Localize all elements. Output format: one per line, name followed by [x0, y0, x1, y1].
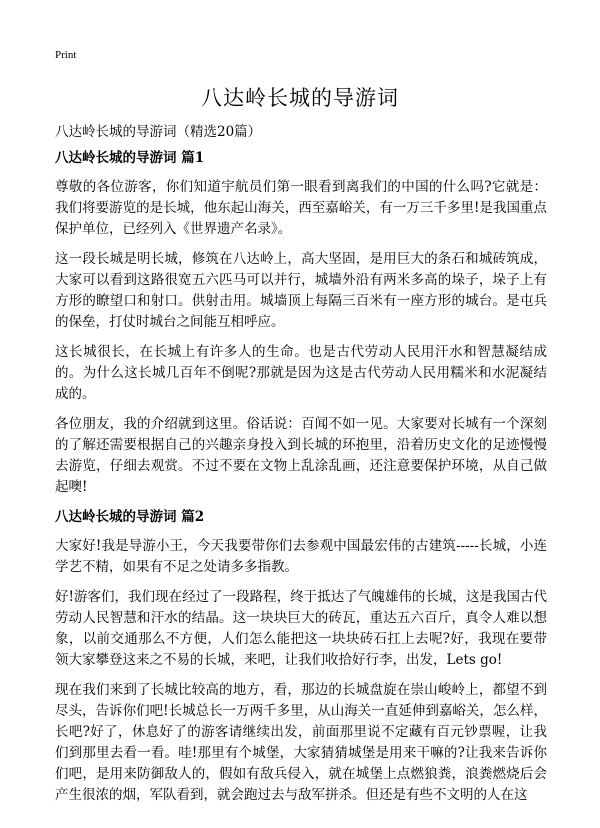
section-heading: 八达岭长城的导游词 篇2	[55, 509, 205, 525]
section-1	[55, 148, 547, 498]
section-2	[55, 507, 547, 806]
section-heading: 八达岭长城的导游词 篇1	[55, 150, 205, 166]
paragraph: 这长城很长，在长城上有许多人的生命。也是古代劳动人民用汗水和智慧凝结成的。为什么这长城几百年不倒呢?那就是因为这是古代劳动人民用糯米和水泥凝结成的。	[55, 344, 547, 402]
paragraph: 大家好!我是导游小王，今天我要带你们去参观中国最宏伟的古建筑-----长城，小连学艺不精，如果有不足之处请多多指教。	[55, 538, 547, 575]
document-body	[55, 148, 547, 815]
paragraph: 各位朋友，我的介绍就到这里。俗话说：百闻不如一见。大家要对长城有一个深刻的了解还需要根据自己的兴趣亲身投入到长城的环抱里，沿着历史文化的足迹慢慢去游览，仔细去观赏。不过不要在文物上乱涂乱画，还注意要保护环境，从自己做起噢!	[55, 416, 547, 495]
print-link[interactable]: Print	[55, 49, 77, 61]
paragraph: 现在我们来到了长城比较高的地方，看，那边的长城盘旋在崇山峻岭上，都望不到尽头，告诉你们吧!长城总长一万两千多里，从山海关一直延伸到嘉峪关，怎么样，长吧?好了，休息好了的游客请继续出发，前面那里说不定藏有百元钞票喔，让我们到那里去看一看。哇!那里有个城堡，大家猜猜城堡是用来干嘛的?让我来告诉你们吧，是用来防御敌人的，假如有敌兵侵入，就在城堡上点燃狼粪，浪粪燃烧后会产生很浓的烟，军队看到，就会跑过去与敌军拼杀。但还是有些不文明的人在这	[55, 682, 547, 803]
paragraph: 尊敬的各位游客，你们知道宇航员们第一眼看到离我们的中国的什么吗?它就是：我们将要游览的是长城，他东起山海关，西至嘉峪关，有一万三千多里!是我国重点保护单位，已经列入《世界遗产名录》。	[55, 179, 547, 237]
paragraph: 好!游客们，我们现在经过了一段路程，终于抵达了气魄雄伟的长城，这是我国古代劳动人民智慧和汗水的结晶。这一块块巨大的砖瓦，重达五六百斤，真令人难以想象，以前交通那么不方便，人们怎么能把这一块块砖石扛上去呢?好，我现在要带领大家攀登这来之不易的长城，来吧，让我们收拾好行李，出发，Lets go!	[55, 589, 547, 668]
page-title: 八达岭长城的导游词	[201, 86, 399, 110]
paragraph: 这一段长城是明长城，修筑在八达岭上，高大坚固，是用巨大的条石和城砖筑成，大家可以看到这路很宽五六匹马可以并行，城墙外沿有两米多高的垛子，垛子上有方形的瞭望口和射口。供射击用。城墙顶上每隔三百米有一座方形的城台。是屯兵的保垒，打仗时城台之间能互相呼应。	[55, 251, 547, 330]
document-subtitle: 八达岭长城的导游词（精选20篇）	[55, 124, 262, 140]
